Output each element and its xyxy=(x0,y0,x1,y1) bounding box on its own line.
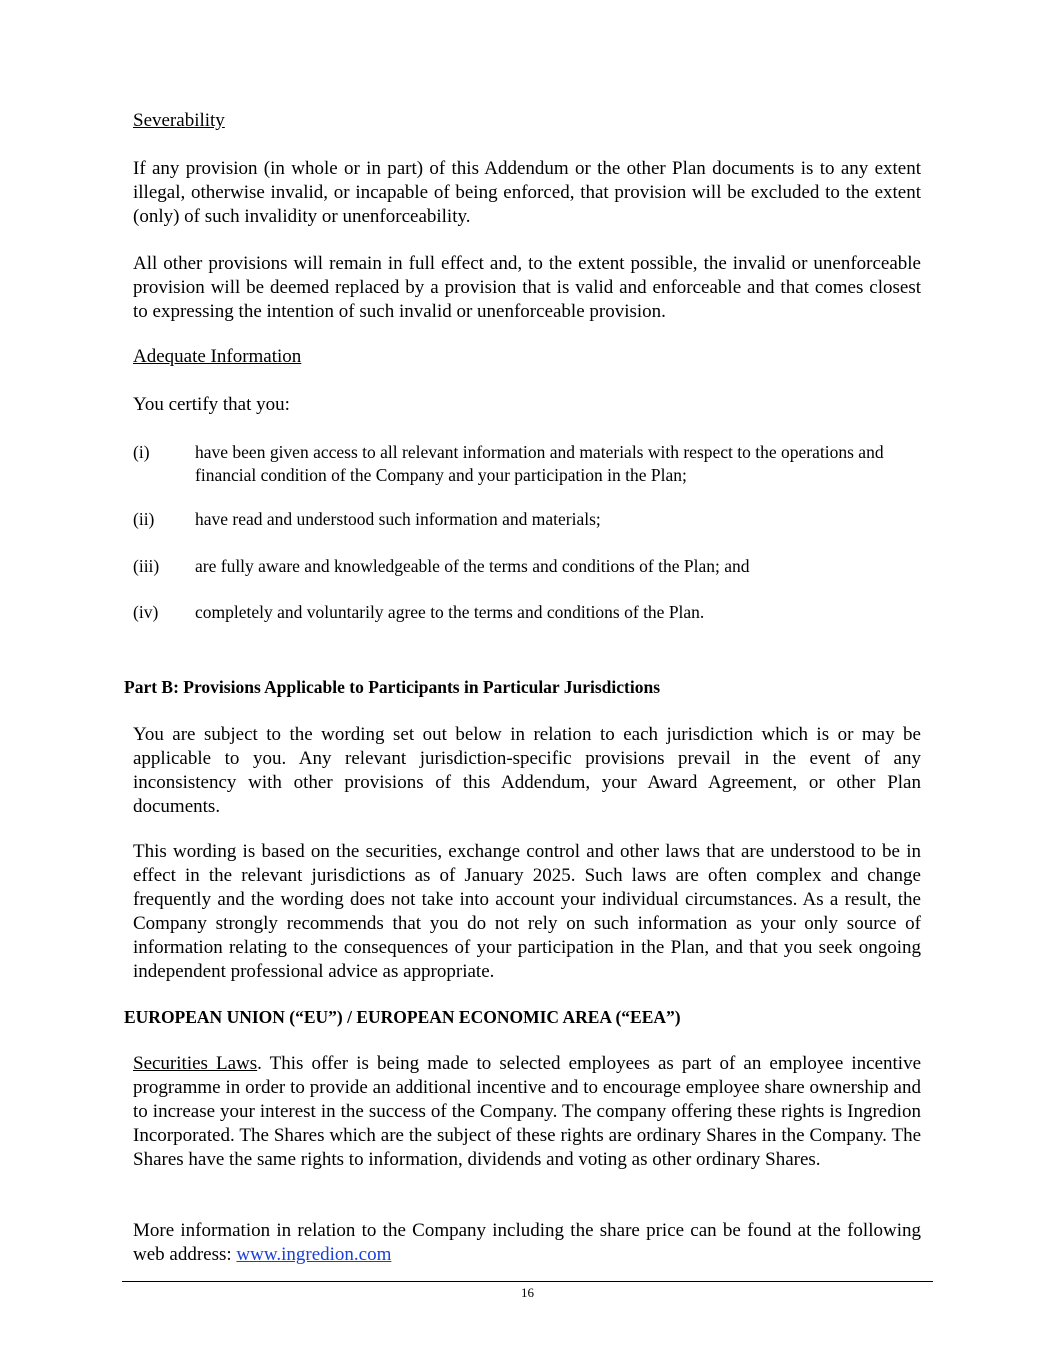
part-b-heading: Part B: Provisions Applicable to Participants in Particular Jurisdictions xyxy=(124,677,661,697)
securities-laws-text: . This offer is being made to selected employees as part of an employee incentive programme in order to provide an additional incentive and to encourage employee share ownership and to increase your interest in the success of the Company. The company offering these rights is Ingredion Incorporated. The Shares which are the subject of these rights are ordinary Shares in the Company. The Shares have the same rights to information, dividends and voting as other ordinary Shares. xyxy=(133,1053,922,1170)
adequate-information-heading: Adequate Information xyxy=(133,346,302,367)
securities-laws-label: Securities Laws xyxy=(133,1053,258,1074)
list-item-text: completely and voluntarily agree to the terms and conditions of the Plan. xyxy=(195,602,705,622)
part-b-paragraph-1: You are subject to the wording set out below in relation to each jurisdiction which is or may be applicable to you. Any relevant jurisdiction-specific provisions prevail in the event of any inconsistency with other provisions of this Addendum, your Award Agreement, or other Plan documents. xyxy=(133,724,921,817)
list-item-number: (iii) xyxy=(133,556,160,576)
eu-eea-heading: EUROPEAN UNION (“EU”) / EUROPEAN ECONOMIC AREA (“EEA”) xyxy=(124,1007,681,1027)
severability-paragraph-1: If any provision (in whole or in part) of this Addendum or the other Plan documents is to any extent illegal, otherwise invalid, or incapable of being enforced, that provision will be excluded to the extent (only) of such invalidity or unenforceability. xyxy=(133,158,921,227)
list-item-text: are fully aware and knowledgeable of the terms and conditions of the Plan; and xyxy=(195,556,750,576)
securities-laws-paragraph xyxy=(133,1052,921,1172)
severability-heading: Severability xyxy=(133,110,225,131)
list-item-text: have read and understood such information and materials; xyxy=(195,509,601,529)
more-information-text: More information in relation to the Company including the share price can be found at the following web address: xyxy=(133,1220,921,1265)
more-information-paragraph xyxy=(133,1219,921,1267)
list-item-number: (iv) xyxy=(133,602,159,622)
part-b-paragraph-2: This wording is based on the securities, exchange control and other laws that are understood to be in effect in the relevant jurisdictions as of January 2025. Such laws are often complex and change frequently and the wording does not take into account your individual circumstances. As a result, the Company strongly recommends that you do not rely on such information as your only source of information relating to the consequences of your participation in the Plan, and that you seek ongoing independent professional advice as appropriate. xyxy=(133,841,921,982)
list-item-number: (ii) xyxy=(133,509,155,529)
footer-divider xyxy=(122,1281,933,1282)
certify-intro: You certify that you: xyxy=(133,394,290,415)
severability-paragraph-2: All other provisions will remain in full effect and, to the extent possible, the invalid or unenforceable provision will be deemed replaced by a provision that is valid and enforceable and that comes closest to expressing the intention of such invalid or unenforceable provision. xyxy=(133,253,921,322)
list-item-text: have been given access to all relevant information and materials with respect to the operations and financial condition of the Company and your participation in the Plan; xyxy=(195,442,884,485)
ingredion-website-link[interactable]: www.ingredion.com xyxy=(236,1244,392,1265)
list-item-number: (i) xyxy=(133,442,150,462)
page-number: 16 xyxy=(521,1285,534,1300)
